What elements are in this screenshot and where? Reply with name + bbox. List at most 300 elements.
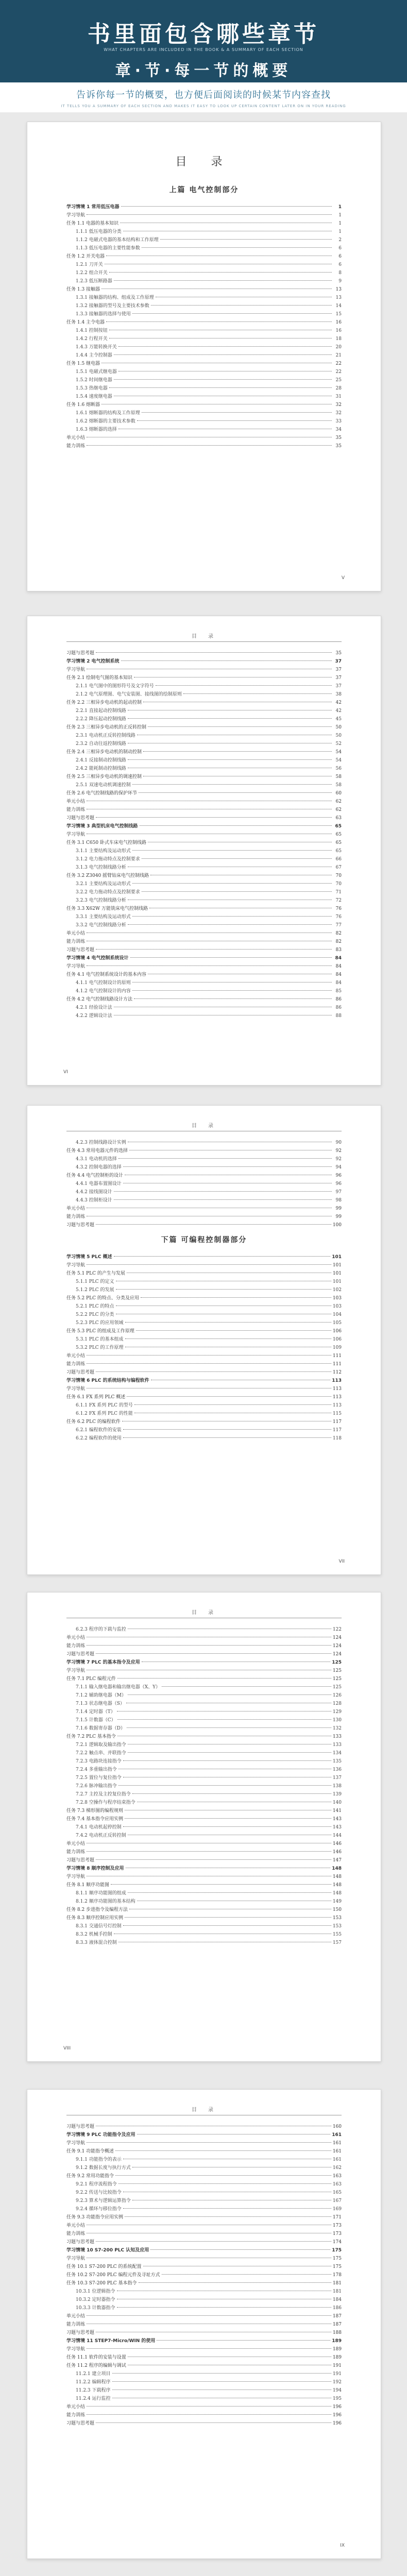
toc-entry-title: 任务 11.2 程序的编辑与调试	[66, 2363, 126, 2368]
toc-entry-title: 学习情境 2 电气控制系统	[66, 659, 120, 664]
toc-entry	[66, 2172, 342, 2180]
toc-leader-dots	[123, 1925, 331, 1926]
toc-entry-title: 1.2.1 刀开关	[76, 262, 103, 267]
toc-leader-dots	[123, 1166, 332, 1167]
toc-entry-page: 161	[332, 2157, 342, 2162]
toc-entry-title: 4.3.1 电动机的选择	[76, 1157, 117, 1162]
toc-entry-page: 96	[335, 1173, 342, 1178]
toc-entry	[66, 1253, 342, 1261]
toc-entry-title: 7.4.1 电动机起停控制	[76, 1825, 122, 1830]
toc-leader-dots	[96, 1653, 331, 1654]
toc-leader-dots	[96, 2241, 331, 2242]
toc-entry-page: 113	[332, 1395, 342, 1400]
toc-entry-title: 单元小结	[66, 1635, 86, 1640]
toc-entry-page: 72	[335, 898, 342, 903]
toc-entry-page: 52	[335, 741, 342, 747]
page-number: VIII	[63, 2046, 71, 2051]
toc-entry	[66, 2205, 342, 2213]
toc-entry-title: 单元小结	[66, 1353, 86, 1359]
toc-entry-title: 6.2.1 编程软件的安装	[76, 1428, 122, 1433]
toc-entry	[66, 1832, 342, 1840]
toc-entry-title: 习题与思考题	[66, 651, 95, 656]
toc-leader-dots	[96, 949, 332, 950]
toc-entry-page: 184	[332, 2297, 342, 2302]
toc-entry-page: 122	[332, 1627, 342, 1632]
toc-entry	[66, 360, 342, 368]
toc-leader-dots	[156, 685, 332, 686]
toc-entry-title: 单元小结	[66, 931, 86, 936]
toc-entry	[66, 2147, 342, 2156]
toc-entry-page: 124	[332, 1643, 342, 1649]
toc-entry	[66, 417, 342, 426]
toc-entry	[66, 806, 342, 814]
toc-entry-title: 1.3.3 接触器的选择与使用	[76, 312, 131, 317]
toc-entry-title: 任务 7.1 PLC 编程元件	[66, 1676, 116, 1682]
toc-entry	[66, 2403, 342, 2411]
toc-entry-title: 任务 4.1 电气控制系统设计的基本内容	[66, 972, 147, 977]
toc-entry-title: 5.3.2 PLC 的工作原理	[76, 1345, 124, 1350]
intro-text-cn: 告诉你每一节的概要，也方便后面阅读的时候某节内容查找	[76, 90, 331, 100]
toc-entry	[66, 1335, 342, 1344]
toc-entry	[66, 1914, 342, 1922]
toc-entry-title: 任务 8.1 顺序功能图	[66, 1883, 110, 1888]
toc-entry-page: 103	[332, 1304, 342, 1309]
toc-entry	[66, 905, 342, 913]
toc-entry-page: 8	[338, 270, 342, 276]
toc-entry	[66, 318, 342, 327]
toc-entry	[66, 236, 342, 244]
page-running-header: 目 录	[66, 1121, 342, 1131]
toc-entry	[66, 1311, 342, 1319]
toc-entry-title: 能力训练	[66, 1850, 86, 1855]
toc-leader-dots	[136, 1330, 331, 1331]
toc-entry	[66, 2395, 342, 2403]
toc-entry-page: 28	[335, 386, 342, 391]
toc-entry-page: 125	[332, 1676, 342, 1682]
toc-entry	[66, 1716, 342, 1724]
toc-leader-dots	[151, 305, 332, 306]
toc-entry	[66, 723, 342, 732]
toc-leader-dots	[118, 1158, 332, 1159]
toc-entry-page: 111	[332, 1353, 342, 1359]
toc-leader-dots	[114, 280, 332, 281]
toc-entry-page: 60	[335, 791, 342, 796]
toc-entry-page: 82	[335, 931, 342, 936]
toc-entry-page: 84	[335, 964, 342, 969]
toc-entry-title: 任务 7.4 基本指令应用实例	[66, 1817, 124, 1822]
toc-entry	[66, 2139, 342, 2147]
toc-entry-page: 6	[338, 254, 342, 259]
toc-entry-title: 学习情境 9 PLC 功能指令及应用	[66, 2132, 135, 2138]
toc-leader-dots	[115, 2150, 331, 2151]
toc-entry	[66, 979, 342, 987]
toc-entry	[66, 946, 342, 954]
toc-entry-title: 6.2.3 程序的下载与监控	[76, 1627, 126, 1632]
toc-entry	[66, 1319, 342, 1327]
toc-entry	[66, 285, 342, 294]
banner-subtitle-en: WHAT CHAPTERS ARE INCLUDED IN THE BOOK & A SUMMARY OF EACH SECTION	[104, 47, 303, 52]
toc-entry	[66, 269, 342, 277]
toc-leader-dots	[142, 891, 332, 892]
toc-entry-title: 任务 1.2 开关电器	[66, 254, 105, 259]
toc-entry-title: 2.1.2 电气原理图、电气安装图、接线图的绘制原则	[76, 692, 182, 697]
toc-entry-page: 94	[335, 1165, 342, 1170]
toc-entry-title: 9.1.2 数据长度与执行方式	[76, 2165, 131, 2171]
toc-entry-title: 任务 1.6 熔断器	[66, 402, 100, 408]
toc-entry	[66, 1873, 342, 1881]
toc-leader-dots	[132, 990, 332, 991]
toc-entry-title: 1.4.4 主令控制器	[76, 353, 112, 358]
toc-leader-dots	[114, 1199, 332, 1200]
toc-entry-title: 习题与思考题	[66, 1370, 95, 1375]
toc-entry	[66, 2304, 342, 2312]
toc-leader-dots	[96, 1224, 331, 1225]
toc-entry	[66, 261, 342, 269]
toc-leader-dots	[96, 1371, 331, 1372]
toc-entry-page: 148	[332, 1874, 342, 1879]
toc-entry	[66, 1683, 342, 1691]
toc-entry-title: 任务 11.1 软件的安装与设置	[66, 2355, 126, 2360]
toc-entry	[66, 302, 342, 310]
toc-entry	[66, 929, 342, 938]
toc-entry-page: 65	[335, 832, 342, 837]
toc-entry-page: 15	[335, 312, 342, 317]
toc-leader-dots	[139, 792, 332, 793]
toc-entry-title: 学习导航	[66, 2256, 86, 2261]
toc-entry-title: 任务 2.2 三相异步电动机的起动控制	[66, 700, 142, 705]
toc-leader-dots	[128, 759, 332, 760]
toc-leader-dots	[157, 2340, 330, 2341]
toc-entry-title: 单元小结	[66, 2223, 86, 2228]
toc-entry-title: 7.2.5 置位与复位指令	[76, 1775, 122, 1781]
toc-leader-dots	[132, 916, 332, 917]
toc-entry-page: 101	[332, 1263, 342, 1268]
toc-entry-page: 35	[335, 444, 342, 449]
toc-leader-dots	[87, 2414, 331, 2415]
toc-entry-title: 4.3.2 控制电器的选择	[76, 1165, 122, 1170]
toc-entry-title: 1.5.4 速度继电器	[76, 394, 112, 399]
toc-entry-page: 169	[332, 2207, 342, 2212]
toc-entry-page: 86	[335, 997, 342, 1002]
toc-entry-page: 22	[335, 361, 342, 366]
toc-entry-title: 能力训练	[66, 1362, 86, 1367]
toc-entry-page: 65	[335, 840, 342, 845]
toc-entry-title: 学习导航	[66, 667, 86, 672]
toc-leader-dots	[132, 313, 332, 314]
toc-entry-page: 62	[335, 799, 342, 804]
toc-entry-title: 任务 9.1 功能指令概述	[66, 2149, 114, 2154]
toc-entry	[66, 1155, 342, 1163]
toc-entry	[66, 690, 342, 699]
toc-entry-page: 33	[335, 419, 342, 424]
toc-leader-dots	[130, 957, 332, 958]
toc-leader-dots	[87, 2142, 331, 2143]
toc-entry-page: 20	[335, 345, 342, 350]
toc-entry	[66, 426, 342, 434]
toc-entry-page: 130	[332, 1718, 342, 1723]
toc-entry-title: 4.1.2 电气控制设计的内容	[76, 989, 131, 994]
toc-entry	[66, 995, 342, 1004]
toc-entry-page: 22	[335, 369, 342, 375]
intro-section	[0, 82, 407, 112]
toc-leader-dots	[112, 2381, 331, 2382]
toc-entry-title: 任务 1.5 继电器	[66, 361, 100, 366]
toc-leader-dots	[125, 1322, 331, 1323]
toc-entry	[66, 1766, 342, 1774]
toc-entry-page: 96	[335, 1181, 342, 1187]
toc-entry-page: 134	[332, 1751, 342, 1756]
toc-leader-dots	[148, 726, 332, 727]
toc-entry-title: 任务 8.3 顺序控制应用实例	[66, 1916, 124, 1921]
toc-leader-dots	[96, 817, 332, 818]
toc-entry-title: 1.6.3 熔断器的选择	[76, 427, 117, 432]
toc-entry	[66, 277, 342, 285]
toc-entry-title: 7.2.3 电路块连接指令	[76, 1759, 122, 1764]
toc-leader-dots	[140, 825, 332, 826]
toc-entry	[66, 699, 342, 707]
toc-entry	[66, 1897, 342, 1906]
toc-entry-page: 118	[332, 1436, 342, 1441]
toc-entry-title: 任务 1.4 主令电器	[66, 320, 105, 325]
toc-leader-dots	[123, 1437, 331, 1438]
toc-entry	[66, 896, 342, 905]
toc-entry-title: 学习导航	[66, 1263, 86, 1268]
toc-entry	[66, 252, 342, 261]
toc-entry-title: 任务 9.3 功能指令应用实例	[66, 2215, 124, 2220]
toc-entry-page: 163	[332, 2174, 342, 2179]
toc-entry-title: 10.3.2 定时器指令	[76, 2297, 115, 2302]
toc-entry-page: 125	[332, 1668, 342, 1673]
toc-entry	[66, 2287, 342, 2296]
toc-entry-title: 能力训练	[66, 2322, 86, 2327]
toc-entry-page: 143	[332, 1817, 342, 1822]
toc-entry	[66, 1172, 342, 1180]
toc-leader-dots	[121, 206, 332, 207]
toc-entry-page: 37	[335, 659, 342, 664]
toc-entry-page: 102	[332, 1287, 342, 1293]
toc-entry-title: 任务 4.4 电气控制柜的设计	[66, 1173, 124, 1178]
toc-entry-title: 6.2.2 编程软件的使用	[76, 1436, 122, 1441]
toc-entry-page: 84	[335, 980, 342, 986]
toc-entry-page: 187	[332, 2322, 342, 2327]
toc-leader-dots	[128, 924, 332, 925]
toc-leader-dots	[134, 1404, 331, 1405]
toc-entry	[66, 2238, 342, 2246]
toc-entry-title: 6.1.1 FX 系列 PLC 的型号	[76, 1403, 133, 1408]
toc-entry-page: 150	[332, 1907, 342, 1912]
toc-entry-title: 习题与思考题	[66, 1652, 95, 1657]
toc-entry	[66, 1221, 342, 1229]
toc-entry-title: 1.4.3 万能转换开关	[76, 345, 117, 350]
toc-entry	[66, 674, 342, 682]
toc-leader-dots	[87, 1645, 331, 1646]
toc-entry-title: 任务 2.6 电气控制线路的保护环节	[66, 791, 138, 796]
toc-entry-title: 1.2.2 组合开关	[76, 270, 108, 276]
toc-entry-title: 单元小结	[66, 799, 86, 804]
toc-entry-page: 83	[335, 947, 342, 953]
toc-leader-dots	[116, 1289, 331, 1290]
toc-leader-dots	[109, 272, 332, 273]
toc-entry-title: 2.4.1 反接制动控制线路	[76, 758, 126, 763]
toc-entry-title: 1.2.3 低压断路器	[76, 279, 112, 284]
toc-entry-page: 109	[332, 1345, 342, 1350]
toc-entry-page: 6	[338, 246, 342, 251]
toc-entry-title: 习题与思考题	[66, 2240, 95, 2245]
toc-leader-dots	[114, 1256, 331, 1257]
toc-entry	[66, 1930, 342, 1939]
toc-entry-title: 习题与思考题	[66, 947, 95, 953]
toc-entry-page: 99	[335, 1206, 342, 1211]
toc-entry-title: 7.1.2 辅助继电器（M）	[76, 1693, 126, 1698]
toc-entry-title: 8.1.2 顺序功能图的基本结构	[76, 1899, 135, 1904]
toc-entry	[66, 2378, 342, 2386]
toc-entry-title: 10.3.1 位逻辑指令	[76, 2289, 115, 2294]
toc-entry-title: 任务 4.3 常用电器元件的选择	[66, 1148, 128, 1154]
toc-entry	[66, 2164, 342, 2172]
toc-entry	[66, 921, 342, 929]
toc-leader-dots	[87, 2315, 331, 2316]
toc-entry	[66, 748, 342, 756]
toc-entry	[66, 1180, 342, 1188]
toc-entry-page: 175	[332, 2256, 342, 2261]
toc-entry	[66, 1393, 342, 1401]
toc-entry	[66, 2411, 342, 2419]
toc-entry-page: 161	[332, 2141, 342, 2146]
toc-entry-page: 147	[332, 1858, 342, 1863]
toc-entry-title: 单元小结	[66, 435, 86, 440]
toc-entry-page: 65	[335, 824, 342, 829]
toc-entry	[66, 1625, 342, 1634]
toc-page	[27, 2089, 381, 2559]
toc-entry-page: 138	[332, 1784, 342, 1789]
toc-entry-page: 66	[335, 857, 342, 862]
toc-entry	[66, 211, 342, 219]
toc-entry	[66, 839, 342, 847]
toc-leader-dots	[118, 2183, 331, 2184]
toc-leader-dots	[127, 1727, 331, 1728]
toc-entry	[66, 1749, 342, 1757]
toc-entry-page: 112	[332, 1370, 342, 1375]
toc-leader-dots	[132, 883, 332, 884]
toc-entry-title: 习题与思考题	[66, 2330, 95, 2335]
toc-entry-title: 任务 2.4 三相异步电动机的制动控制	[66, 750, 142, 755]
toc-entry-page: 132	[332, 1726, 342, 1731]
toc-entry-page: 161	[332, 2132, 342, 2138]
toc-page	[27, 122, 381, 591]
toc-entry	[66, 1667, 342, 1675]
header-banner	[0, 0, 407, 82]
toc-leader-dots	[132, 1793, 331, 1794]
toc-entry-title: 任务 5.2 PLC 的特点、分类及应用	[66, 1296, 139, 1301]
toc-entry-page: 6	[338, 262, 342, 267]
toc-leader-dots	[125, 2216, 331, 2217]
toc-entry-title: 8.3.1 交通信号灯控制	[76, 1924, 122, 1929]
toc-entry-page: 86	[335, 1005, 342, 1010]
toc-entry-title: 单元小结	[66, 2404, 86, 2410]
toc-entry	[66, 1286, 342, 1294]
toc-entry	[66, 409, 342, 417]
toc-entry-title: 任务 10.1 S7-200 PLC 的系统配置	[66, 2264, 142, 2269]
toc-entry-title: 7.4.2 电动机正反转控制	[76, 1833, 126, 1838]
toc-leader-dots	[87, 1363, 331, 1364]
toc-entry	[66, 863, 342, 872]
toc-leader-dots	[87, 965, 332, 966]
toc-entry-title: 7.1.5 计数器（C）	[76, 1718, 116, 1723]
toc-entry	[66, 2362, 342, 2370]
toc-entry-page: 103	[332, 1296, 342, 1301]
toc-page-body	[66, 138, 342, 450]
page-number: V	[341, 575, 345, 581]
toc-entry-title: 学习情境 5 PLC 概述	[66, 1255, 112, 1260]
toc-entry	[66, 682, 342, 690]
toc-entry-title: 7.1.3 状态继电器（S）	[76, 1701, 125, 1706]
toc-entry-page: 113	[332, 1378, 342, 1383]
toc-entry	[66, 1418, 342, 1426]
toc-entry-page: 37	[335, 675, 342, 681]
toc-entry	[66, 855, 342, 863]
toc-entry-title: 2.1.1 电气图中的图形符号及文字符号	[76, 684, 154, 689]
toc-entry-page: 1	[338, 213, 342, 218]
toc-entry-title: 2.3.2 自动往返控制线路	[76, 741, 126, 747]
toc-leader-dots	[123, 1760, 331, 1761]
toc-entry	[66, 1302, 342, 1311]
toc-entry	[66, 913, 342, 921]
toc-page	[27, 1592, 381, 2062]
toc-entry-page: 2	[338, 238, 342, 243]
toc-entry	[66, 1163, 342, 1172]
toc-entry-page: 35	[335, 651, 342, 656]
toc-entry-title: 单元小结	[66, 2314, 86, 2319]
toc-entry-page: 50	[335, 725, 342, 730]
toc-entry	[66, 1196, 342, 1205]
toc-entry-title: 1.5.1 电磁式继电器	[76, 369, 117, 375]
toc-entry-page: 21	[335, 353, 342, 358]
toc-entry-page: 65	[335, 849, 342, 854]
toc-entry	[66, 1650, 342, 1658]
toc-entry	[66, 740, 342, 748]
page-running-header: 目 录	[66, 2105, 342, 2115]
toc-entry-title: 任务 6.1 FX 系列 PLC 概述	[66, 1395, 126, 1400]
toc-entry	[66, 1634, 342, 1642]
toc-entry-page: 14	[335, 303, 342, 309]
toc-entry	[66, 294, 342, 302]
toc-entry-page: 174	[332, 2240, 342, 2245]
toc-entry-title: 任务 7.2 PLC 基本指令	[66, 1734, 116, 1739]
toc-entry	[66, 1799, 342, 1807]
toc-entry-title: 8.3.2 机械手控制	[76, 1932, 112, 1937]
toc-entry	[66, 1782, 342, 1790]
toc-entry-title: 4.2.1 经验设计法	[76, 1005, 112, 1010]
toc-entry-page: 148	[332, 1883, 342, 1888]
toc-entry	[66, 351, 342, 360]
toc-entry-title: 10.3.3 计数器指令	[76, 2306, 115, 2311]
toc-entry-title: 任务 5.3 PLC 的组成及工作原理	[66, 1329, 134, 1334]
toc-entry-page: 76	[335, 914, 342, 920]
toc-entry	[66, 2123, 342, 2131]
toc-entry-page: 84	[335, 972, 342, 977]
toc-entry-title: 学习导航	[66, 1874, 86, 1879]
toc-entry-title: 任务 9.2 常用功能指令	[66, 2174, 114, 2179]
toc-entry-title: 习题与思考题	[66, 1858, 95, 1863]
toc-entry	[66, 434, 342, 442]
toc-entry-page: 113	[332, 1403, 342, 1408]
toc-entry-page: 1	[338, 205, 342, 210]
toc-entry-title: 能力训练	[66, 1643, 86, 1649]
toc-entry-title: 3.2.1 主要结构及运动形式	[76, 882, 131, 887]
toc-leader-dots	[96, 652, 332, 653]
toc-entry-page: 155	[332, 1932, 342, 1937]
toc-entry	[66, 1922, 342, 1930]
